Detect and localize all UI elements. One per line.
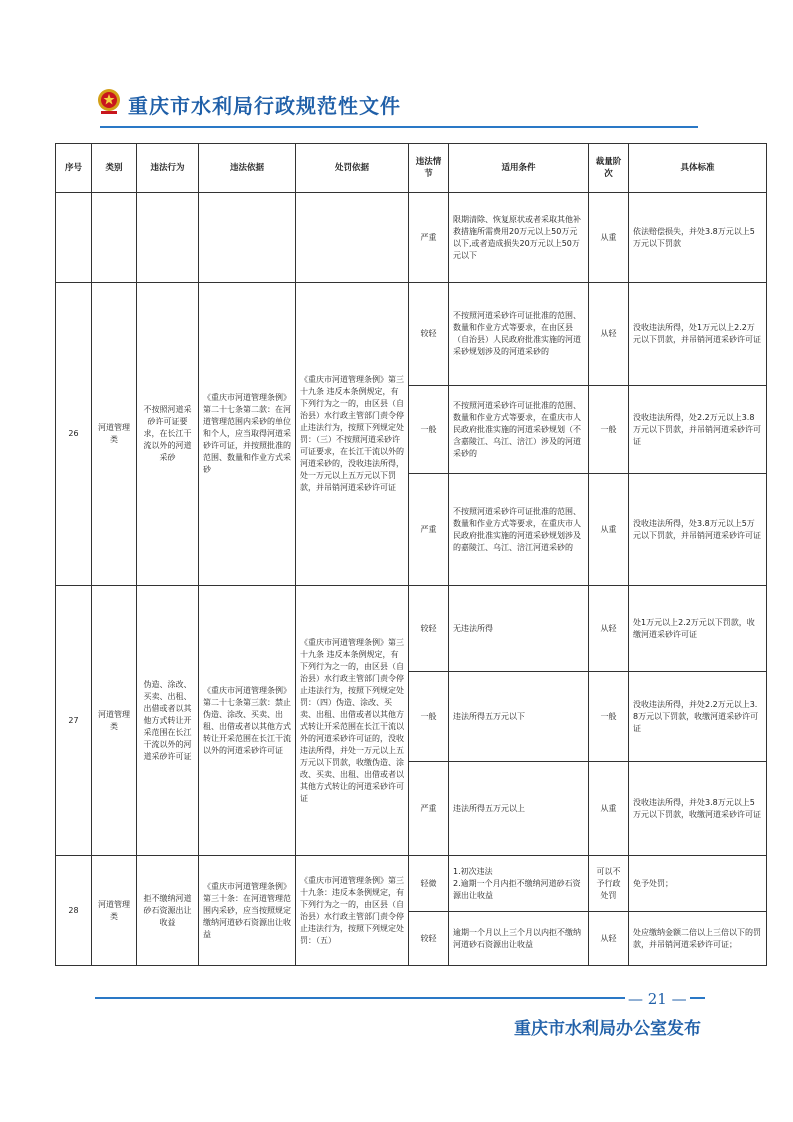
cell-condition: 逾期一个月以上三个月以内拒不缴纳河道砂石资源出让收益 <box>449 912 589 966</box>
cell-category: 河道管理类 <box>92 856 137 966</box>
cell-standard: 依法赔偿损失，并处3.8万元以上5万元以下罚款 <box>629 193 767 283</box>
header-rule <box>100 126 698 128</box>
col-header-no: 序号 <box>56 144 92 193</box>
cell-condition: 1.初次违法 2.逾期一个月内拒不缴纳河道砂石资源出让收益 <box>449 856 589 912</box>
col-header-penalty: 处罚依据 <box>296 144 409 193</box>
cell-category: 河道管理类 <box>92 283 137 586</box>
col-header-law: 违法依据 <box>199 144 296 193</box>
cell-tier: 从重 <box>589 474 629 586</box>
cell-standard: 没收违法所得，并处2.2万元以上3.8万元以下罚款，收缴河道采砂许可证 <box>629 672 767 762</box>
cell-severity: 较轻 <box>409 912 449 966</box>
cell-condition: 无违法所得 <box>449 586 589 672</box>
table-row <box>56 283 767 386</box>
cell-condition: 违法所得五万元以下 <box>449 672 589 762</box>
cell-tier: 从重 <box>589 193 629 283</box>
cell-act: 拒不缴纳河道砂石资源出让收益 <box>137 856 199 966</box>
cell-tier: 从轻 <box>589 283 629 386</box>
cell-standard: 免予处罚； <box>629 856 767 912</box>
national-emblem-icon <box>96 88 122 116</box>
cell-penalty: 《重庆市河道管理条例》第三十九条 违反本条例规定，有下列行为之一的，由区县（自治县）水行政主管部门责令停止违法行为，按照下列规定处罚：（三）不按照河道采砂许可证要求，在长江干流以外的河道采砂的，没收违法所得，处一万元以上五万元以下罚款，并吊销河道采砂许可证 <box>296 283 409 586</box>
cell-no: 28 <box>56 856 92 966</box>
col-header-standard: 具体标准 <box>629 144 767 193</box>
cell-severity: 轻微 <box>409 856 449 912</box>
cell-law: 《重庆市河道管理条例》第三十条：在河道管理范围内采砂，应当按照规定缴纳河道砂石资源出让收益 <box>199 856 296 966</box>
cell-no: 27 <box>56 586 92 856</box>
cell-standard: 没收违法所得，处3.8万元以上5万元以下罚款，并吊销河道采砂许可证 <box>629 474 767 586</box>
cell-tier: 一般 <box>589 672 629 762</box>
table-row <box>56 586 767 672</box>
cell-condition: 不按照河道采砂许可证批准的范围、数量和作业方式等要求，在重庆市人民政府批准实施的河道采砂规划涉及的嘉陵江、乌江、涪江河道采砂的 <box>449 474 589 586</box>
cell-severity: 严重 <box>409 474 449 586</box>
col-header-tier: 裁量阶次 <box>589 144 629 193</box>
cell-act <box>137 193 199 283</box>
cell-category <box>92 193 137 283</box>
cell-law: 《重庆市河道管理条例》第二十七条第二款：在河道管理范围内采砂的单位和个人，应当取得河道采砂许可证，并按照批准的范围、数量和作业方式采砂 <box>199 283 296 586</box>
cell-severity: 严重 <box>409 762 449 856</box>
table-row <box>56 193 767 283</box>
document-header <box>92 86 702 130</box>
cell-tier: 可以不予行政处罚 <box>589 856 629 912</box>
cell-penalty <box>296 193 409 283</box>
cell-severity: 较轻 <box>409 586 449 672</box>
penalty-standard-table <box>55 143 767 966</box>
col-header-category: 类别 <box>92 144 137 193</box>
cell-condition: 限期清除、恢复原状或者采取其他补救措施所需费用20万元以上50万元以下,或者造成损失20万元以上50万元以下 <box>449 193 589 283</box>
cell-no <box>56 193 92 283</box>
cell-severity: 较轻 <box>409 283 449 386</box>
cell-penalty: 《重庆市河道管理条例》第三十九条 违反本条例规定，有下列行为之一的，由区县（自治县）水行政主管部门责令停止违法行为，按照下列规定处罚：（四）伪造、涂改、买卖、出租、出借或者以其他方式转让开采范围在长江干流以外的河道采砂许可证的，没收违法所得，并处一万元以上五万元以下罚款，收缴伪造、涂改、买卖、出租、出借或者以其他方式转让的河道采砂许可证 <box>296 586 409 856</box>
cell-law <box>199 193 296 283</box>
cell-law: 《重庆市河道管理条例》第二十七条第三款：禁止伪造、涂改、买卖、出租、出借或者以其他方式转让开采范围在长江干流以外的河道采砂许可证 <box>199 586 296 856</box>
cell-act: 伪造、涂改、买卖、出租、出借或者以其他方式转让开采范围在长江干流以外的河道采砂许可证 <box>137 586 199 856</box>
cell-tier: 从重 <box>589 762 629 856</box>
header-title: 重庆市水利局行政规范性文件 <box>128 94 401 118</box>
cell-standard: 没收违法所得，处2.2万元以上3.8万元以下罚款，并吊销河道采砂许可证 <box>629 386 767 474</box>
cell-severity: 一般 <box>409 386 449 474</box>
cell-act: 不按照河道采砂许可证要求，在长江干流以外的河道采砂 <box>137 283 199 586</box>
col-header-severity: 违法情节 <box>409 144 449 193</box>
cell-severity: 一般 <box>409 672 449 762</box>
cell-standard: 没收违法所得，处1万元以上2.2万元以下罚款，并吊销河道采砂许可证 <box>629 283 767 386</box>
col-header-act: 违法行为 <box>137 144 199 193</box>
cell-severity: 严重 <box>409 193 449 283</box>
table-row <box>56 856 767 912</box>
cell-penalty: 《重庆市河道管理条例》第三十九条：违反本条例规定，有下列行为之一的，由区县（自治县）水行政主管部门责令停止违法行为，按照下列规定处罚：（五） <box>296 856 409 966</box>
cell-standard: 没收违法所得，并处3.8万元以上5万元以下罚款，收缴河道采砂许可证 <box>629 762 767 856</box>
cell-no: 26 <box>56 283 92 586</box>
cell-standard: 处应缴纳金额二倍以上三倍以下的罚款，并吊销河道采砂许可证； <box>629 912 767 966</box>
col-header-condition: 适用条件 <box>449 144 589 193</box>
cell-category: 河道管理类 <box>92 586 137 856</box>
cell-condition: 不按照河道采砂许可证批准的范围、数量和作业方式等要求，在重庆市人民政府批准实施的河道采砂规划（不含嘉陵江、乌江、涪江）涉及的河道采砂的 <box>449 386 589 474</box>
table-header-row <box>56 144 767 193</box>
cell-condition: 违法所得五万元以上 <box>449 762 589 856</box>
cell-tier: 从轻 <box>589 586 629 672</box>
cell-tier: 从轻 <box>589 912 629 966</box>
cell-standard: 处1万元以上2.2万元以下罚款，收缴河道采砂许可证 <box>629 586 767 672</box>
footer-publisher: 重庆市水利局办公室发布 <box>514 1019 701 1039</box>
cell-condition: 不按照河道采砂许可证批准的范围、数量和作业方式等要求，在由区县（自治县）人民政府批准实施的河道采砂规划涉及的河道采砂的 <box>449 283 589 386</box>
footer-rule <box>95 997 705 999</box>
page-number: — 21 — <box>625 990 690 1008</box>
cell-tier: 一般 <box>589 386 629 474</box>
